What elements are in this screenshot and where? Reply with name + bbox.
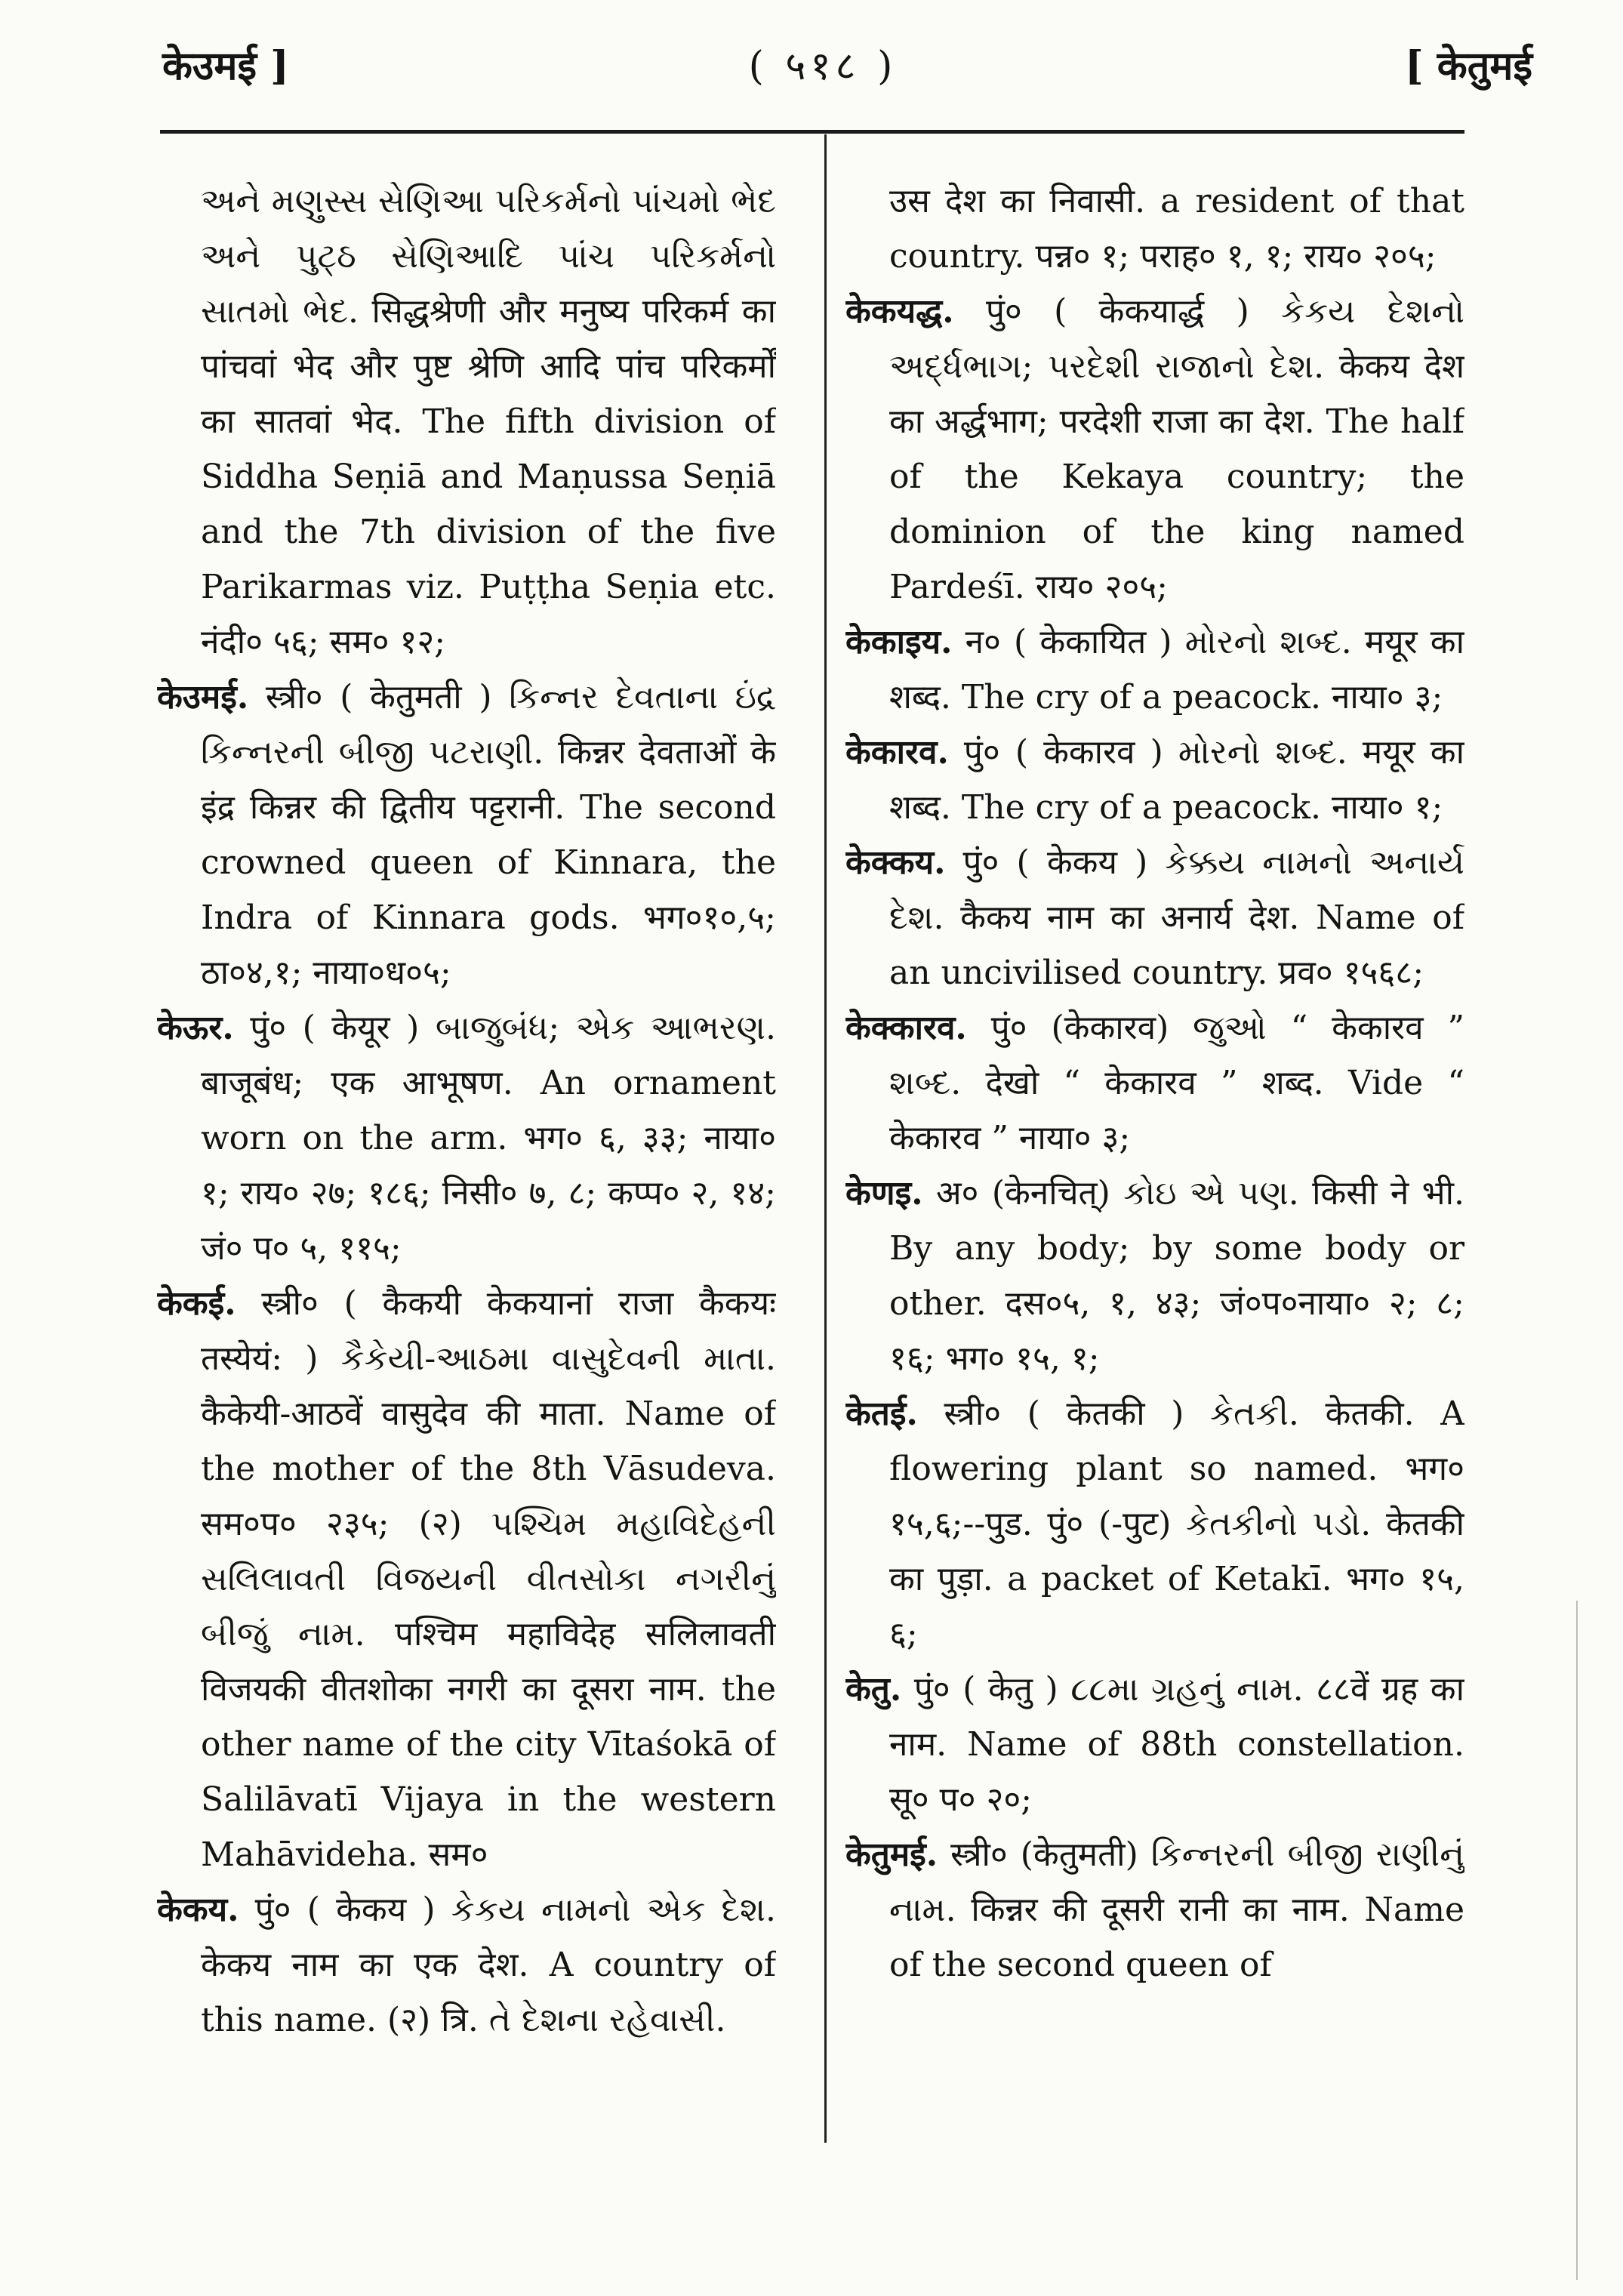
dictionary-entry (845, 1827, 1464, 1992)
dictionary-entry (845, 1662, 1464, 1827)
page-edge-mark (1576, 1601, 1578, 2280)
entry-text: अ० (केनचित्) કોઇ એ પણ. किसी ने भी. By any body; by some body or other. दस०५, १, ४३; जं०प०नाया० २; ८; १६; भग० १५, १; (889, 1174, 1464, 1378)
page-header (0, 38, 1623, 121)
dictionary-entry (157, 1276, 776, 1882)
dictionary-entry (157, 670, 776, 1000)
entry-text: पुं० (केकारव) જુઓ “ केकारव ” શબ્દ. देखो “ केकारव ” शब्द. Vide “ केकारव ” नाया० ३; (889, 1009, 1464, 1157)
entry-text: न० ( केकायित ) મોરનો શબ્દ. मयूर का शब्द. The cry of a peacock. नाया० ३; (889, 623, 1464, 717)
entry-headword: केउमई. (157, 678, 249, 717)
dictionary-entry (157, 1000, 776, 1276)
entry-headword: केकाइय. (845, 623, 953, 661)
header-right-guideword: [ केतुमई (1405, 43, 1532, 89)
entry-text: स्त्री० (केतुमती) કિન્નરની બીજી રાણીનું નામ. किन्नर की दूसरी रानी का नाम. Name of the second queen of (889, 1835, 1464, 1984)
column-divider (824, 134, 827, 2143)
dictionary-entry-continued (157, 174, 776, 670)
entry-headword: केऊर. (157, 1009, 234, 1047)
dictionary-entry (845, 1000, 1464, 1166)
entry-text: उस देश का निवासी. a resident of that country. पन्न० १; पराह० १, १; राय० २०५; (889, 182, 1464, 276)
entry-headword: केकई. (157, 1284, 236, 1323)
entry-headword: केतु. (845, 1670, 902, 1709)
dictionary-entry (157, 1882, 776, 2048)
entry-headword: केतुमई. (845, 1835, 938, 1874)
header-rule (160, 130, 1464, 134)
dictionary-entry (845, 725, 1464, 835)
entry-text: पुं० ( केकारव ) મોરનો શબ્દ. मयूर का शब्द. The cry of a peacock. नाया० १; (889, 733, 1464, 827)
dictionary-entry (845, 1386, 1464, 1662)
entry-headword: केणइ. (845, 1174, 923, 1213)
entry-headword: केतई. (845, 1395, 918, 1433)
entry-text: पुं० ( केकयार्द्ध ) કેકય દેશનો અર્દ્ધભાગ; પરદેશી રાજાનો દેશ. केकय देश का अर्द्धभाग; परदेशी राजा का देश. The half of the Kekaya country; the dominion of the king named Pardeśī. राय० २०५; (889, 292, 1464, 606)
entry-text: અને મણુસ્સ સેણિઆ પરિકર્મનો પાંચમો ભેદ અને પુટ્ઠ સેણિઆદિ પાંચ પરિકર્મનો સાતમો ભેદ. सिद्धश्रेणी और मनुष्य परिकर्म का पांचवां भेद और पुष्ट श्रेणि आदि पांच परिकर्मों का सातवां भेद. The fifth division of Siddha Seṇiā and Maṇussa Seṇiā and the 7th division of the five Parikarmas viz. Puṭṭha Seṇia etc. नंदी० ५६; सम० १२; (201, 182, 776, 661)
dictionary-entry (845, 284, 1464, 615)
entry-text: पुं० ( केयूर ) બાજુબંધ; એક આભરણ. बाजूबंध; एक आभूषण. An ornament worn on the arm. भग० ६, ३३; नाया० १; राय० २७; १८६; निसी० ७, ८; कप्प० २, १४; जं० प० ५, ११५; (201, 1009, 776, 1268)
entry-text: पुं० ( केकय ) કેક્કય નામનો અનાર્ય દેશ. कैकय नाम का अनार्य देश. Name of an uncivilised country. प्रव० १५६८; (889, 843, 1464, 992)
dictionary-entry (845, 615, 1464, 725)
entry-text: स्त्री० ( कैकयी केकयानां राजा कैकयः तस्येयं: ) કૈકેયી-આઠમા વાસુદેવની માતા. कैकेयी-आठवें वासुदेव की माता. Name of the mother of the 8th Vāsudeva. सम०प० २३५; (२) પશ્ચિમ મહાવિદેહની સલિલાવતી વિજયની વીતસોકા નગરીનું બીજું નામ. पश्चिम महाविदेह सलिलावती विजयकी वीतशोका नगरी का दूसरा नाम. the other name of the city Vītaśokā of Salilāvatī Vijaya in the western Mahāvideha. सम० (201, 1284, 776, 1874)
entry-text: पुं० ( केतु ) ૮૮મા ગ્રહનું નામ. ८८वें ग्रह का नाम. Name of 88th constellation. सू० प० २०; (889, 1670, 1464, 1819)
entry-headword: केक्कारव. (845, 1009, 967, 1047)
dictionary-entry (845, 835, 1464, 1000)
entry-text: पुं० ( केकय ) કેકય નામનો એક દેશ. केकय नाम का एक देश. A country of this name. (२) त्रि. તે દેશના રહેવાસી. (201, 1891, 776, 2039)
page-number: ( ५१८ ) (748, 44, 898, 89)
left-column (157, 174, 776, 2137)
entry-headword: केकयद्ध. (845, 292, 954, 331)
entry-text: स्त्री० ( केतुमती ) કિન્નર દેવતાના ઇંદ્ર કિન્નરની બીજી પટરાણી. किन्नर देवताओं के इंद्र किन्नर की द्वितीय पट्टरानी. The second crowned queen of Kinnara, the Indra of Kinnara gods. भग०१०,५; ठा०४,१; नाया०ध०५; (201, 678, 776, 992)
entry-text: स्त्री० ( केतकी ) કેતકી. केतकी. A flowering plant so named. भग० १५,६;--पुड. पुं० (-पुट) કેતકીનો પડો. केतकी का पुड़ा. a packet of Ketakī. भग० १५, ६; (889, 1395, 1464, 1653)
dictionary-entry (845, 1166, 1464, 1386)
right-column (845, 174, 1464, 2137)
header-left-guideword: केउमई ] (162, 43, 289, 89)
entry-headword: केकय. (157, 1891, 239, 1929)
entry-headword: केकारव. (845, 733, 949, 772)
entry-headword: केक्कय. (845, 843, 946, 882)
dictionary-entry-continued (845, 174, 1464, 284)
